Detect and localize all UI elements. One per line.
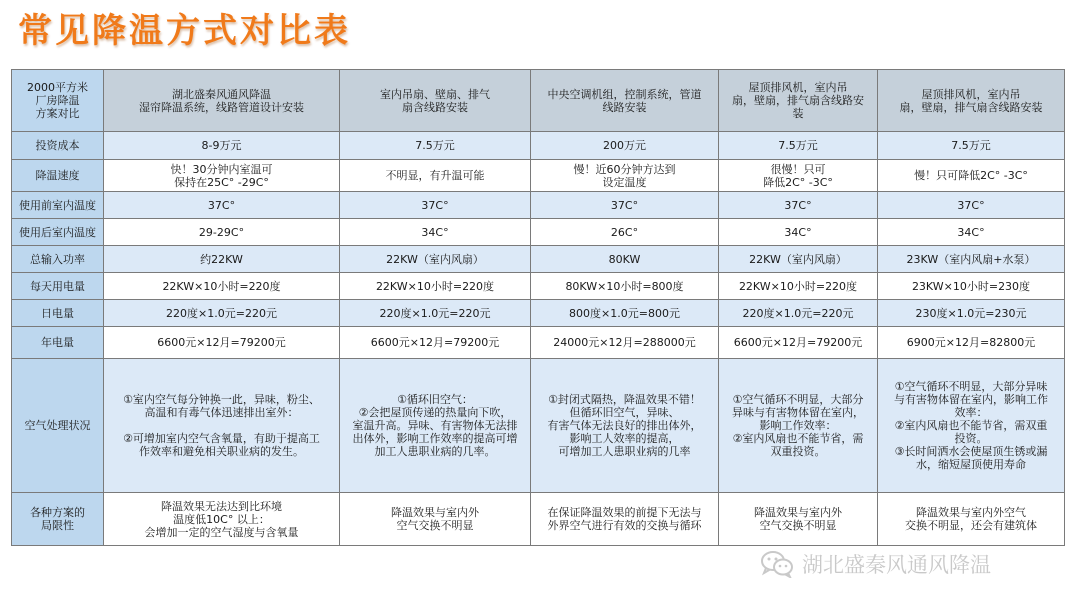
watermark	[760, 548, 991, 580]
table-cell-plan-humidifier-cooling: 6600元×12月=79200元	[104, 327, 340, 359]
page-title: 常见降温方式对比表	[18, 11, 351, 51]
row-label: 每天用电量	[12, 273, 104, 300]
table-cell-plan-indoor-fans: 降温效果与室内外 空气交换不明显	[340, 493, 531, 546]
table-cell-plan-roof-exhaust-sprinkler: 23KW（室内风扇+水泵）	[878, 246, 1065, 273]
table-cell-plan-indoor-fans: 6600元×12月=79200元	[340, 327, 531, 359]
header-corner-cell: 2000平方米 厂房降温 方案对比	[12, 70, 104, 132]
header-plan-roof-exhaust-fans: 屋顶排风机，室内吊 扇，壁扇，排气扇含线路安 装	[719, 70, 878, 132]
row-label: 降温速度	[12, 160, 104, 192]
row-label: 使用后室内温度	[12, 219, 104, 246]
table-cell-plan-central-ac: 26C°	[531, 219, 719, 246]
row-label: 使用前室内温度	[12, 192, 104, 219]
table-cell-plan-roof-exhaust-sprinkler: 7.5万元	[878, 132, 1065, 160]
table-cell-plan-humidifier-cooling: 快！30分钟内室温可 保持在25C° -29C°	[104, 160, 340, 192]
table-cell-plan-humidifier-cooling: 降温效果无法达到比环境 温度低10C° 以上： 会增加一定的空气湿度与含氧量	[104, 493, 340, 546]
table-row	[12, 246, 1065, 273]
table-row	[12, 132, 1065, 160]
table-cell-plan-central-ac: 37C°	[531, 192, 719, 219]
table-cell-plan-roof-exhaust-fans: 7.5万元	[719, 132, 878, 160]
table-cell-plan-central-ac: 200万元	[531, 132, 719, 160]
table-cell-plan-indoor-fans: 22KW（室内风扇）	[340, 246, 531, 273]
table-cell-plan-indoor-fans: 220度×1.0元=220元	[340, 300, 531, 327]
comparison-table	[11, 69, 1065, 546]
table-cell-plan-humidifier-cooling: ①室内空气每分钟换一此，异味，粉尘、 高温和有毒气体迅速排出室外： ②可增加室内空气含氧量，有助于提高工 作效率和避免相关职业病的发生。	[104, 359, 340, 493]
table-row	[12, 273, 1065, 300]
table-cell-plan-roof-exhaust-fans: ①空气循环不明显，大部分 异味与有害物体留在室内， 影响工作效率： ②室内风扇也不能节省，需 双重投资。	[719, 359, 878, 493]
header-plan-humidifier-cooling: 湖北盛秦风通风降温 湿帘降温系统，线路管道设计安装	[104, 70, 340, 132]
table-cell-plan-humidifier-cooling: 220度×1.0元=220元	[104, 300, 340, 327]
table-cell-plan-central-ac: ①封闭式隔热，降温效果不错！ 但循环旧空气，异味、 有害气体无法良好的排出体外， 影响工人效率的提高， 可增加工人患职业病的几率	[531, 359, 719, 493]
table-cell-plan-roof-exhaust-sprinkler: 230度×1.0元=230元	[878, 300, 1065, 327]
header-row	[12, 70, 1065, 132]
row-label: 日电量	[12, 300, 104, 327]
wechat-icon	[760, 550, 794, 578]
table-cell-plan-central-ac: 80KW×10小时=800度	[531, 273, 719, 300]
table-cell-plan-roof-exhaust-fans: 34C°	[719, 219, 878, 246]
watermark-text: 湖北盛秦风通风降温	[802, 553, 991, 577]
table-cell-plan-central-ac: 800度×1.0元=800元	[531, 300, 719, 327]
table-cell-plan-humidifier-cooling: 29-29C°	[104, 219, 340, 246]
table-cell-plan-roof-exhaust-sprinkler: ①空气循环不明显，大部分异味 与有害物体留在室内，影响工作 效率： ②室内风扇也不能节省，需双重 投资。 ③长时间洒水会使屋顶生锈或漏 水，缩短屋顶使用寿命	[878, 359, 1065, 493]
table-cell-plan-central-ac: 24000元×12月=288000元	[531, 327, 719, 359]
table-cell-plan-roof-exhaust-sprinkler: 慢！只可降低2C° -3C°	[878, 160, 1065, 192]
table-cell-plan-indoor-fans: ①循环旧空气： ②会把屋顶传递的热量向下吹， 室温升高。异味、有害物体无法排 出体外，影响工作效率的提高可增 加工人患职业病的几率。	[340, 359, 531, 493]
table-cell-plan-indoor-fans: 22KW×10小时=220度	[340, 273, 531, 300]
table-cell-plan-indoor-fans: 34C°	[340, 219, 531, 246]
table-cell-plan-humidifier-cooling: 8-9万元	[104, 132, 340, 160]
header-plan-indoor-fans: 室内吊扇、壁扇、排气 扇含线路安装	[340, 70, 531, 132]
table-cell-plan-central-ac: 在保证降温效果的前提下无法与 外界空气进行有效的交换与循环	[531, 493, 719, 546]
table-cell-plan-roof-exhaust-fans: 37C°	[719, 192, 878, 219]
table-cell-plan-roof-exhaust-sprinkler: 37C°	[878, 192, 1065, 219]
table-row	[12, 493, 1065, 546]
table-row	[12, 160, 1065, 192]
table-cell-plan-indoor-fans: 7.5万元	[340, 132, 531, 160]
table-cell-plan-indoor-fans: 37C°	[340, 192, 531, 219]
table-cell-plan-roof-exhaust-fans: 220度×1.0元=220元	[719, 300, 878, 327]
table-row	[12, 219, 1065, 246]
header-plan-roof-exhaust-sprinkler: 屋顶排风机，室内吊 扇，壁扇，排气扇含线路安装	[878, 70, 1065, 132]
table-cell-plan-roof-exhaust-fans: 22KW×10小时=220度	[719, 273, 878, 300]
table-cell-plan-central-ac: 慢！近60分钟方达到 设定温度	[531, 160, 719, 192]
table-row	[12, 192, 1065, 219]
table-cell-plan-roof-exhaust-fans: 22KW（室内风扇）	[719, 246, 878, 273]
row-label: 年电量	[12, 327, 104, 359]
table-cell-plan-roof-exhaust-sprinkler: 6900元×12月=82800元	[878, 327, 1065, 359]
row-label: 总输入功率	[12, 246, 104, 273]
table-cell-plan-indoor-fans: 不明显，有升温可能	[340, 160, 531, 192]
table-row	[12, 300, 1065, 327]
table-cell-plan-central-ac: 80KW	[531, 246, 719, 273]
table-cell-plan-roof-exhaust-sprinkler: 降温效果与室内外空气 交换不明显，还会有建筑体	[878, 493, 1065, 546]
table-cell-plan-roof-exhaust-fans: 很慢！只可 降低2C° -3C°	[719, 160, 878, 192]
table-cell-plan-roof-exhaust-sprinkler: 34C°	[878, 219, 1065, 246]
table-cell-plan-humidifier-cooling: 22KW×10小时=220度	[104, 273, 340, 300]
row-label: 各种方案的 局限性	[12, 493, 104, 546]
header-plan-central-ac: 中央空调机组，控制系统，管道 线路安装	[531, 70, 719, 132]
table-cell-plan-roof-exhaust-fans: 6600元×12月=79200元	[719, 327, 878, 359]
table-cell-plan-roof-exhaust-sprinkler: 23KW×10小时=230度	[878, 273, 1065, 300]
table-row	[12, 327, 1065, 359]
table-row	[12, 359, 1065, 493]
row-label: 空气处理状况	[12, 359, 104, 493]
table-cell-plan-roof-exhaust-fans: 降温效果与室内外 空气交换不明显	[719, 493, 878, 546]
table-cell-plan-humidifier-cooling: 约22KW	[104, 246, 340, 273]
comparison-table-body	[12, 70, 1065, 546]
table-cell-plan-humidifier-cooling: 37C°	[104, 192, 340, 219]
row-label: 投资成本	[12, 132, 104, 160]
